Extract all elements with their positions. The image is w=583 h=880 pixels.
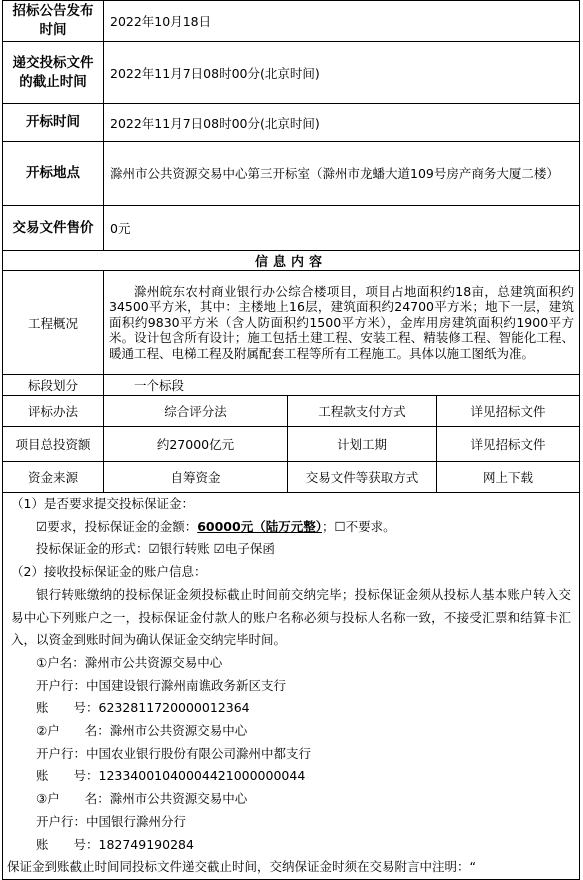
schedule-label: 计划工期 xyxy=(288,427,437,462)
guarantee-require-prefix: ☑要求，投标保证金的金额： xyxy=(36,518,198,534)
funding-row xyxy=(3,462,580,493)
open-place-row xyxy=(3,142,580,206)
eval-row xyxy=(3,396,580,427)
account-3-bank: 开户行：中国银行滁州分行 xyxy=(36,813,187,829)
payment-method-label: 工程款支付方式 xyxy=(288,396,437,427)
open-time-value: 2022年11月7日08时00分(北京时间) xyxy=(104,104,580,142)
account-2-number: 账 号：12334001040004421000000044 xyxy=(36,768,306,784)
info-header-row xyxy=(3,251,580,271)
overview-text: 滁州皖东农村商业银行办公综合楼项目，项目占地面积约18亩，总建筑面积约34500平方米，其中：主楼地上16层，建筑面积约24700平方米；地下一层，建筑面积约9830平方米（含人防面积约1500平方米），金库用房建筑面积约1900平方米。设计包含所有设计；施工包括土建工程、安装工程、精装修工程、智能化工程、暖通工程、电梯工程及附属配套工程等所有工程施工。具体以施工图纸为准。 xyxy=(104,271,580,375)
overview-row xyxy=(3,271,580,375)
account-1-name: ①户名：滁州市公共资源交易中心 xyxy=(36,654,223,670)
guarantee-question-2: （2）接收投标保证金的账户信息： xyxy=(11,564,207,580)
deadline-row xyxy=(3,42,580,104)
overview-label: 工程概况 xyxy=(3,271,104,375)
section-label: 标段划分 xyxy=(3,375,104,396)
account-3-name: ③户 名：滁州市公共资源交易中心 xyxy=(36,791,248,807)
account-2-name: ②户 名：滁州市公共资源交易中心 xyxy=(36,723,248,739)
guarantee-amount: 60000元（陆万元整） xyxy=(197,518,322,534)
open-time-label: 开标时间 xyxy=(3,104,104,142)
tender-info-table xyxy=(2,0,580,251)
deadline-label: 递交投标文件的截止时间 xyxy=(3,42,104,104)
info-content-header: 信息内容 xyxy=(3,251,580,271)
account-1-bank: 开户行：中国建设银行滁州南谯政务新区支行 xyxy=(36,677,287,693)
account-2-bank: 开户行：中国农业银行股份有限公司滁州中都支行 xyxy=(36,745,312,761)
tender-notice xyxy=(2,0,579,880)
funding-label: 资金来源 xyxy=(3,462,104,493)
open-place-label: 开标地点 xyxy=(3,142,104,206)
investment-value: 约27000亿元 xyxy=(104,427,288,462)
schedule-value: 详见招标文件 xyxy=(437,427,580,462)
publish-label: 招标公告发布时间 xyxy=(3,1,104,42)
doc-price-label: 交易文件售价 xyxy=(3,206,104,251)
guarantee-row xyxy=(3,493,580,880)
guarantee-note: 银行转账缴纳的投标保证金须投标截止时间前交纳完毕；投标保证金须从投标人基本账户转入交易中心下列账户之一，投标保证金付款人的账户名称必须与投标人名称一致，不接受汇票和结算卡汇入，以资金到账时间为确认保证金交纳完毕时间。 xyxy=(11,586,572,648)
guarantee-section xyxy=(3,493,580,880)
funding-value: 自筹资金 xyxy=(104,462,288,493)
acquire-method-label: 交易文件等获取方式 xyxy=(288,462,437,493)
open-place-value: 滁州市公共资源交易中心第三开标室（滁州市龙蟠大道109号房产商务大厦二楼） xyxy=(104,142,580,206)
eval-method-value: 综合评分法 xyxy=(104,396,288,427)
publish-value: 2022年10月18日 xyxy=(104,1,580,42)
deadline-value: 2022年11月7日08时00分(北京时间) xyxy=(104,42,580,104)
doc-price-row xyxy=(3,206,580,251)
doc-price-value: 0元 xyxy=(104,206,580,251)
eval-method-label: 评标办法 xyxy=(3,396,104,427)
acquire-method-value: 网上下载 xyxy=(437,462,580,493)
info-content-table xyxy=(2,250,580,880)
guarantee-footer: 保证金到账截止时间同投标文件递交截止时间，交纳保证金时须在交易附言中注明：“ xyxy=(7,859,476,875)
investment-label: 项目总投资额 xyxy=(3,427,104,462)
account-3-number: 账 号：182749190284 xyxy=(36,836,194,852)
guarantee-require-suffix: ；☐不要求。 xyxy=(321,518,396,534)
publish-row xyxy=(3,1,580,42)
guarantee-require-line xyxy=(11,516,571,539)
account-1-number: 账 号：6232811720000012364 xyxy=(36,700,250,716)
payment-method-value: 详见招标文件 xyxy=(437,396,580,427)
open-time-row xyxy=(3,104,580,142)
section-row xyxy=(3,375,580,396)
guarantee-question-1: （1）是否要求提交投标保证金： xyxy=(11,496,194,511)
investment-row xyxy=(3,427,580,462)
section-value: 一个标段 xyxy=(104,375,580,396)
guarantee-form: 投标保证金的形式：☑银行转账 ☑电子保函 xyxy=(36,541,275,557)
